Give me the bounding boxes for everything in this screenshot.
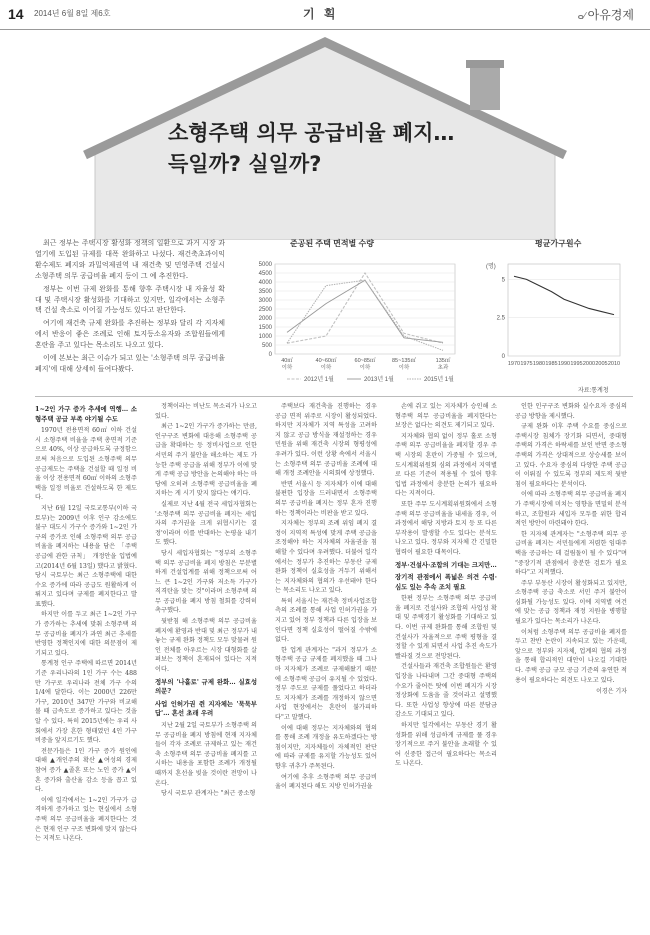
article-paragraph: 당시 세입자협회는 "정부의 소형주택 의무 공급비율 폐지 방침은 무분별하게 건설업계를 위해 정책으로써 어느 큰 1~2인 가구와 저소득 가구가 직격탄을 맞는 것"이라며 소형주택 의무 공급비율 폐지 방침 철회를 강력히 촉구했다. bbox=[155, 549, 257, 615]
article-paragraph: 전문가들은 1인 가구 증가 원인에 대해 ▲개인주의 확산 ▲여성의 경제 참여 증가 ▲졸혼 또는 노인 증가 ▲이혼 증가와 출산율 감소 등을 꼽고 있다. bbox=[35, 747, 137, 794]
chart1-x-tick: 60~85㎡ bbox=[354, 358, 376, 364]
main-headline bbox=[168, 118, 588, 180]
chart2-x-tick: 2005 bbox=[595, 361, 608, 367]
article-paragraph: 하지만 일각에서는 부동산 경기 활성화를 위해 성급하게 규제를 풀 경우 장기적으로 주거 불안을 초래할 수 있어 신중한 접근이 필요하다는 목소리도 나온다. bbox=[395, 722, 497, 768]
chart1-y-tick: 3000 bbox=[258, 298, 272, 304]
article-paragraph: 지난 2월 2일 국토부가 소형주택 의무 공급비율 폐지 방침에 현재 지자체들이 각자 조례로 규제하고 있는 재건축 소형주택 의무 공급비율 폐지를 고시하는 내용을 포함한 조례가 개정될 때까지 혼선을 빚을 것이란 전망이 나온다. bbox=[155, 722, 257, 787]
household-size-line-chart bbox=[478, 250, 628, 380]
chart2-x-tick: 1975 bbox=[520, 361, 533, 367]
section-divider bbox=[35, 396, 633, 397]
chart2-x-tick: 1980 bbox=[532, 361, 546, 367]
housing-size-line-chart bbox=[240, 250, 470, 390]
chart1-y-tick: 500 bbox=[261, 343, 272, 349]
chart1-title: 준공된 주택 면적별 수량 bbox=[290, 239, 374, 248]
article-paragraph: 한 지자체 관계자는 "소형주택 의무 공급비율 폐지는 서민들에게 저렴한 임대주택을 공급하는 데 걸림돌이 될 수 있다"며 "중장기적 관점에서 충분한 검토가 필요하다"고 지적했다. bbox=[515, 530, 627, 577]
article-paragraph: 이에 따라 소형주택 의무 공급비율 폐지가 주택시장에 미치는 영향을 면밀히 분석하고, 조합원과 세입자 모두를 위한 합리적인 방안이 마련돼야 한다. bbox=[515, 491, 627, 528]
article-paragraph: 실제로 지난 4월 전국 세입자협회는 '소형주택 의무 공급비율 폐지는 세입자의 주거권을 크게 위협시키는 결정'이라며 이를 반대하는 논평을 내기도 했다. bbox=[155, 500, 257, 547]
chart1-x-tick-sub: 이하 bbox=[320, 365, 332, 371]
chart1-x-tick: 135㎡ bbox=[435, 358, 451, 364]
chart1-legend-label: 2012년 1월 bbox=[304, 377, 334, 383]
chart1-x-tick-sub: 이하 bbox=[359, 365, 371, 371]
intro-paragraph: 정부는 이번 규제 완화를 통해 향후 주택시장 내 자율성 확대 및 주택시장 활성화를 기대하고 있지만, 일각에서는 소형주택 건설 축소로 이어질 가능성도 있다고 판단한다. bbox=[35, 284, 225, 315]
chart2-x-tick: 2000 bbox=[582, 361, 596, 367]
article-paragraph: 특히 서울시는 재건축 정비사업조합 측의 조례를 통해 사업 인허가권을 가지고 있어 정부 정책과 다른 입장을 보인다면 정책 실효성이 떨어질 수밖에 없다. bbox=[275, 597, 377, 644]
chart1-y-tick: 5000 bbox=[258, 262, 272, 268]
intro-paragraph: 이에 본보는 최근 이슈가 되고 있는 '소형주택 의무 공급비율 폐지'에 대해 상세히 들여다봤다. bbox=[35, 354, 226, 373]
chart2-x-tick: 1970 bbox=[507, 361, 521, 367]
article-paragraph: 인한 인구구조 변화와 실수요자 중심의 공급 방향을 제시했다. bbox=[515, 403, 627, 420]
chart1-x-tick-sub: 이하 bbox=[281, 365, 293, 371]
article-paragraph: 이에 대해 정부는 지자체와의 협의를 통해 조례 개정을 유도하겠다는 방침이지만, 지자체들이 자체적인 판단에 따라 규제를 유지할 가능성도 있어 향후 귀추가 주목된다. bbox=[275, 724, 377, 770]
section-title: 기 획 bbox=[303, 7, 339, 21]
chart1-x-tick-sub: 이하 bbox=[398, 365, 410, 371]
chart2-title: 평균가구원수 bbox=[535, 239, 582, 248]
chart1-y-tick: 2000 bbox=[258, 316, 272, 322]
chart1-legend-label: 2013년 1월 bbox=[364, 377, 394, 383]
subheading: 1~2인 가구 증가 추세에 역행… 소형주택 공급 부족 야기될 수도 bbox=[35, 405, 137, 423]
chart1-x-tick: 40㎡ bbox=[281, 358, 293, 364]
chart1-x-tick: 40~60㎡ bbox=[315, 358, 337, 364]
article-paragraph: 주부 부동산 시장이 활성화되고 있지만, 소형주택 공급 축소로 서민 주거 불안이 심화될 가능성도 있다. 이에 지역별 여건에 맞는 공급 정책과 재정 지원을 병행할 필요가 있다는 목소리가 나온다. bbox=[515, 579, 627, 626]
subheading: 사업 인허가권 쥔 지자체는 '묵묵부답'… 혼선 초래 우려 bbox=[155, 699, 257, 718]
chart1-y-tick: 1500 bbox=[258, 325, 272, 331]
article-paragraph: 정책이라는 비난도 목소리가 나오고 있다. bbox=[155, 403, 257, 420]
chart1-x-tick-sub: 초과 bbox=[437, 365, 449, 371]
chart1-y-tick: 0 bbox=[268, 352, 272, 358]
chart1-y-tick: 1000 bbox=[258, 334, 272, 340]
chimney-cap bbox=[466, 60, 504, 68]
article-column-4 bbox=[395, 402, 497, 922]
article-paragraph: 규제 완화 이후 주택 수요를 중심으로 주택시장 침체가 장기화 되면서, 중대형 주택의 가격은 하락세를 보인 반면 중소형 주택의 가격은 상대적으로 상승세를 보이고 있다. 수요자 중심의 다양한 주택 공급이 이뤄질 수 있도록 정부의 제도적 뒷받침이 필요하다는 분석이다. bbox=[515, 423, 627, 488]
article-paragraph: 당시 국토부 관계자는 "최근 중소형 bbox=[161, 790, 256, 798]
article-column-5 bbox=[515, 402, 627, 922]
chart1-y-tick: 4000 bbox=[258, 280, 272, 286]
chart2-y-tick: 2.5 bbox=[496, 315, 505, 322]
article-paragraph: 또한 주무 도시계획위원회에서 소형주택 의무 공급비율을 내세울 경우, 이 과정에서 해당 지방과 토지 등 또 다른 부작용이 발생할 수도 있다는 분석도 나오고 있다. 정부와 지자체 간 긴밀한 협력이 필요한 대목이다. bbox=[395, 500, 497, 556]
house-chimney bbox=[470, 65, 500, 110]
lead-paragraphs bbox=[35, 238, 225, 377]
chart1-legend-label: 2015년 1월 bbox=[424, 377, 454, 383]
chart1-x-tick: 85~135㎡ bbox=[391, 358, 417, 364]
article-paragraph: 지자체와 협의 없이 정부 홀로 소형주택 의무 공급비율을 폐지할 경우 주택 시장의 혼란이 가중될 수 있으며, 도시계획위원회 심의 과정에서 지역별로 다른 기준이 적용될 수 있어 향후 입법 과정에서 충분한 논의가 필요하다는 지적이다. bbox=[395, 432, 497, 498]
article-paragraph: 통계청 인구 주택에 따르면 2014년 기준 우리나라의 1인 가구 수는 488만 가구로 우리나라 전체 가구 수의 1/4에 달한다. 이는 2000년 226만 가구, 2010년 347만 가구와 비교해 볼 때 급속도로 증가하고 있다는 것을 알 수 있다. 특히 2015년에는 우리 사회에서 가장 흔한 형태였던 4인 가구 비중을 앞지르기도 했다. bbox=[35, 660, 137, 745]
article-paragraph: 주택보다 재건축을 진행하는 경우 공급 면적 위주로 시장이 활성되었다. 하지만 지자체가 지역 특성을 고려하지 않고 공급 방식을 재설정하는 경우 민원을 위해 재건축 시장의 형평성에 우려가 있다. 이런 상황 속에서 서울시는 소형주택 의무 공급비율 조례에 대해 개정 조례안을 시의회에 상정했다. bbox=[275, 403, 377, 478]
chart-source: 자료:통계청 bbox=[578, 388, 609, 394]
chart2-x-tick: 1990 bbox=[557, 361, 571, 367]
chart1-y-tick: 4500 bbox=[258, 271, 272, 277]
article-paragraph: 한 업계 관계자는 "과거 정부가 소형주택 공급 규제를 폐지했을 때 그나마 지자체가 조례로 규제해왔기 때문에 소형주택 공급이 유지될 수 있었다. 정부 주도로 규제를 풀었다고 하더라도 지자체가 조례를 개정하지 않으면 사업 현장에서는 혼란이 불가피하다"고 말했다. bbox=[275, 646, 377, 721]
issue-date: 2014년 6월 8일 제6호 bbox=[34, 9, 111, 18]
headline-line-2: 득일까? 실일까? bbox=[168, 152, 322, 176]
chart2-y-tick: 0 bbox=[501, 354, 505, 360]
chart1-y-tick: 2500 bbox=[258, 307, 272, 313]
brand-name: 아유경제 bbox=[587, 8, 634, 22]
chart2-x-tick: 1995 bbox=[570, 361, 583, 367]
chart2-y-tick: 5 bbox=[501, 277, 505, 284]
newspaper-brand bbox=[577, 6, 634, 23]
article-paragraph: 지자체는 정부의 조례 위임 폐지 결정이 지역적 특성에 맞게 주택 공급을 조정해야 하는 지자체의 자율권을 침해할 수 있다며 우려했다. 더불어 일각에서는 정부가 추진하는 부동산 규제 완화 정책이 실효성을 거두기 위해서는 지자체와의 협의가 우선돼야 한다는 목소리도 나오고 있다. bbox=[275, 520, 377, 595]
chart2-x-tick: 2010 bbox=[607, 361, 621, 367]
subheading: 장기적 관점에서 폭넓은 의견 수렴·심도 있는 추속 조치 필요 bbox=[395, 573, 497, 591]
article-paragraph: 지난 6월 12일 국토교통부(이하 국토부)는 2009년 이후 인구 감소에도 불구 대도시 가구수 증가와 1~2인 가구의 증가로 인해 소형주택 의무 공급비율을 폐지하는 내용을 담은 「주택 공급에 관한 규칙」 개정안을 입법예고(2014년 6월 13일) 했다고 밝혔다. 당시 국토부는 최근 소형주택에 대한 수요 증가에 따라 공급도 원활하게 이뤄지고 있다며 규제를 폐지한다고 발표했다. bbox=[35, 504, 137, 608]
article-paragraph: 이처럼 소형주택 의무 공급비율 폐지를 두고 찬반 논란이 지속되고 있는 가운데, 앞으로 정부와 지자체, 업계의 협의 과정을 통해 합리적인 대안이 나오길 기대한다. 주택 공급 규모 공급 기준의 유연한 적용이 필요하다는 의견도 나오고 있다. bbox=[515, 628, 627, 684]
article-paragraph: 하지만 이를 두고 최근 1~2인 가구가 증가하는 추세에 맞춰 소형주택 의무 공급비율 폐지가 과연 최근 추세를 반영한 정책인지에 대한 의문점이 제기되고 있다. bbox=[35, 611, 137, 657]
article-paragraph: 건설사들과 재건축 조합원들은 환영 입장을 나타내며 그간 중대형 주택의 수요가 줄어든 탓에 이번 폐지가 시장 정상화에 도움을 줄 것이라고 설명했다. 또한 사업성 향상에 따른 분담금 감소도 기대되고 있다. bbox=[395, 663, 497, 719]
chart2-plot-area bbox=[508, 264, 620, 356]
byline: 이경은 기자 bbox=[596, 688, 627, 696]
article-paragraph: 뒷받침 해 소형주택 의무 공급비율 폐지에 환영과 반대 및 최근 정부가 내놓는 규제 완화 정책도 모두 맞물려 원인 전체를 아우르는 시장 대형화를 살펴보는 정책이 혼재되어 있다는 지적이다. bbox=[155, 618, 257, 674]
article-paragraph: 이에 일각에서는 1~2인 가구가 급격하게 증가하고 있는 현실에서 소형주택 의무 공급비율을 폐지한다는 것은 현재 인구 구조 변화에 맞지 않는다는 지적도 나온다. bbox=[35, 796, 137, 843]
intro-paragraph: 최근 정부는 주택시장 활성화 정책의 일환으로 과거 시장 과열기에 도입된 규제를 대폭 완화하고 나섰다. 재건축초과이익환수제도 폐지와 과밀억제권역 내 재건축 및 민영주택 건설시 소형주택 의무 공급비율 폐지 등이 그 예 추진한다. bbox=[35, 239, 225, 280]
article-paragraph: 여기에 추후 소형주택 의무 공급비율이 폐지된다 해도 지방 인허가권을 bbox=[275, 773, 377, 791]
chart2-y-label: (명) bbox=[486, 264, 496, 270]
chart1-y-tick: 3500 bbox=[258, 289, 272, 295]
article-paragraph: 반면 서울시 등 지자체가 이에 대해 불편한 입장을 드러내면서 소형주택 의무 공급비율 폐지는 정부 혼자 진행하는 정책이라는 비판을 받고 있다. bbox=[275, 480, 377, 517]
article-column-1 bbox=[35, 402, 137, 922]
page-header bbox=[0, 0, 650, 30]
article-column-2 bbox=[155, 402, 257, 922]
page-number: 14 bbox=[8, 6, 24, 22]
article-column-3 bbox=[275, 402, 377, 922]
subheading: 정부·건설사·조합의 기대는 크지만… bbox=[395, 560, 497, 569]
article-paragraph: 1970년 전용면적 60㎡ 이하 건설 시 소형주택 비율을 주택 총면적 기준으로 40%, 이상 공급하도록 규정함으로써 처음으로 도입된 소형주택 의무 공급제도는 주택을 건설할 때 일정 비율 이상 전용면적 60㎡ 이하의 소형주택을 일정 비율로 건설하도록 한 제도다. bbox=[35, 427, 137, 502]
intro-paragraph: 여기에 재건축 규제 완화를 추진하는 정부와 달리 각 지자체에서 반응이 좋은 조례로 인해 토지등소유자와 조합원들에게 혼란을 주고 있다는 목소리도 나오고 있다. bbox=[35, 319, 225, 350]
subheading: 정부의 '나홀로' 규제 완화… 실효성 의문? bbox=[155, 677, 257, 696]
article-paragraph: 최근 1~2인 가구가 증가하는 만큼, 인구구조 변화에 대응해 소형주택 공급을 확대하는 등 정비사업으로 인한 서민의 주거 불안을 해소하는 제도 가능한 주택 공급을 위해 정부가 이에 맞게 주택 공급 방안을 논의해야 하는 마당에 오히려 소형주택 공급비율을 폐지하는 게 시기 맞지 않다는 얘기다. bbox=[155, 423, 257, 498]
brand-logo-icon: ⴰ∕ bbox=[577, 11, 586, 22]
headline-line-1: 소형주택 의무 공급비율 폐지… bbox=[168, 121, 455, 145]
article-paragraph: 한편 정부는 소형주택 의무 공급비율 폐지로 건설사와 조합의 사업성 확대 및 주택경기 활성화를 기대하고 있다. 이번 규제 완화를 통해 조합원 및 건설사가 자율적으로 주택 평형을 결정할 수 있게 되면서 사업 추진 속도가 빨라질 것으로 전망된다. bbox=[395, 595, 497, 660]
article-paragraph: 손에 쥐고 있는 지자체가 승인해 소형주택 의무 공급비율을 폐지한다는 보장은 없다는 의견도 제기되고 있다. bbox=[395, 403, 497, 430]
chart2-x-tick: 1985 bbox=[545, 361, 558, 367]
